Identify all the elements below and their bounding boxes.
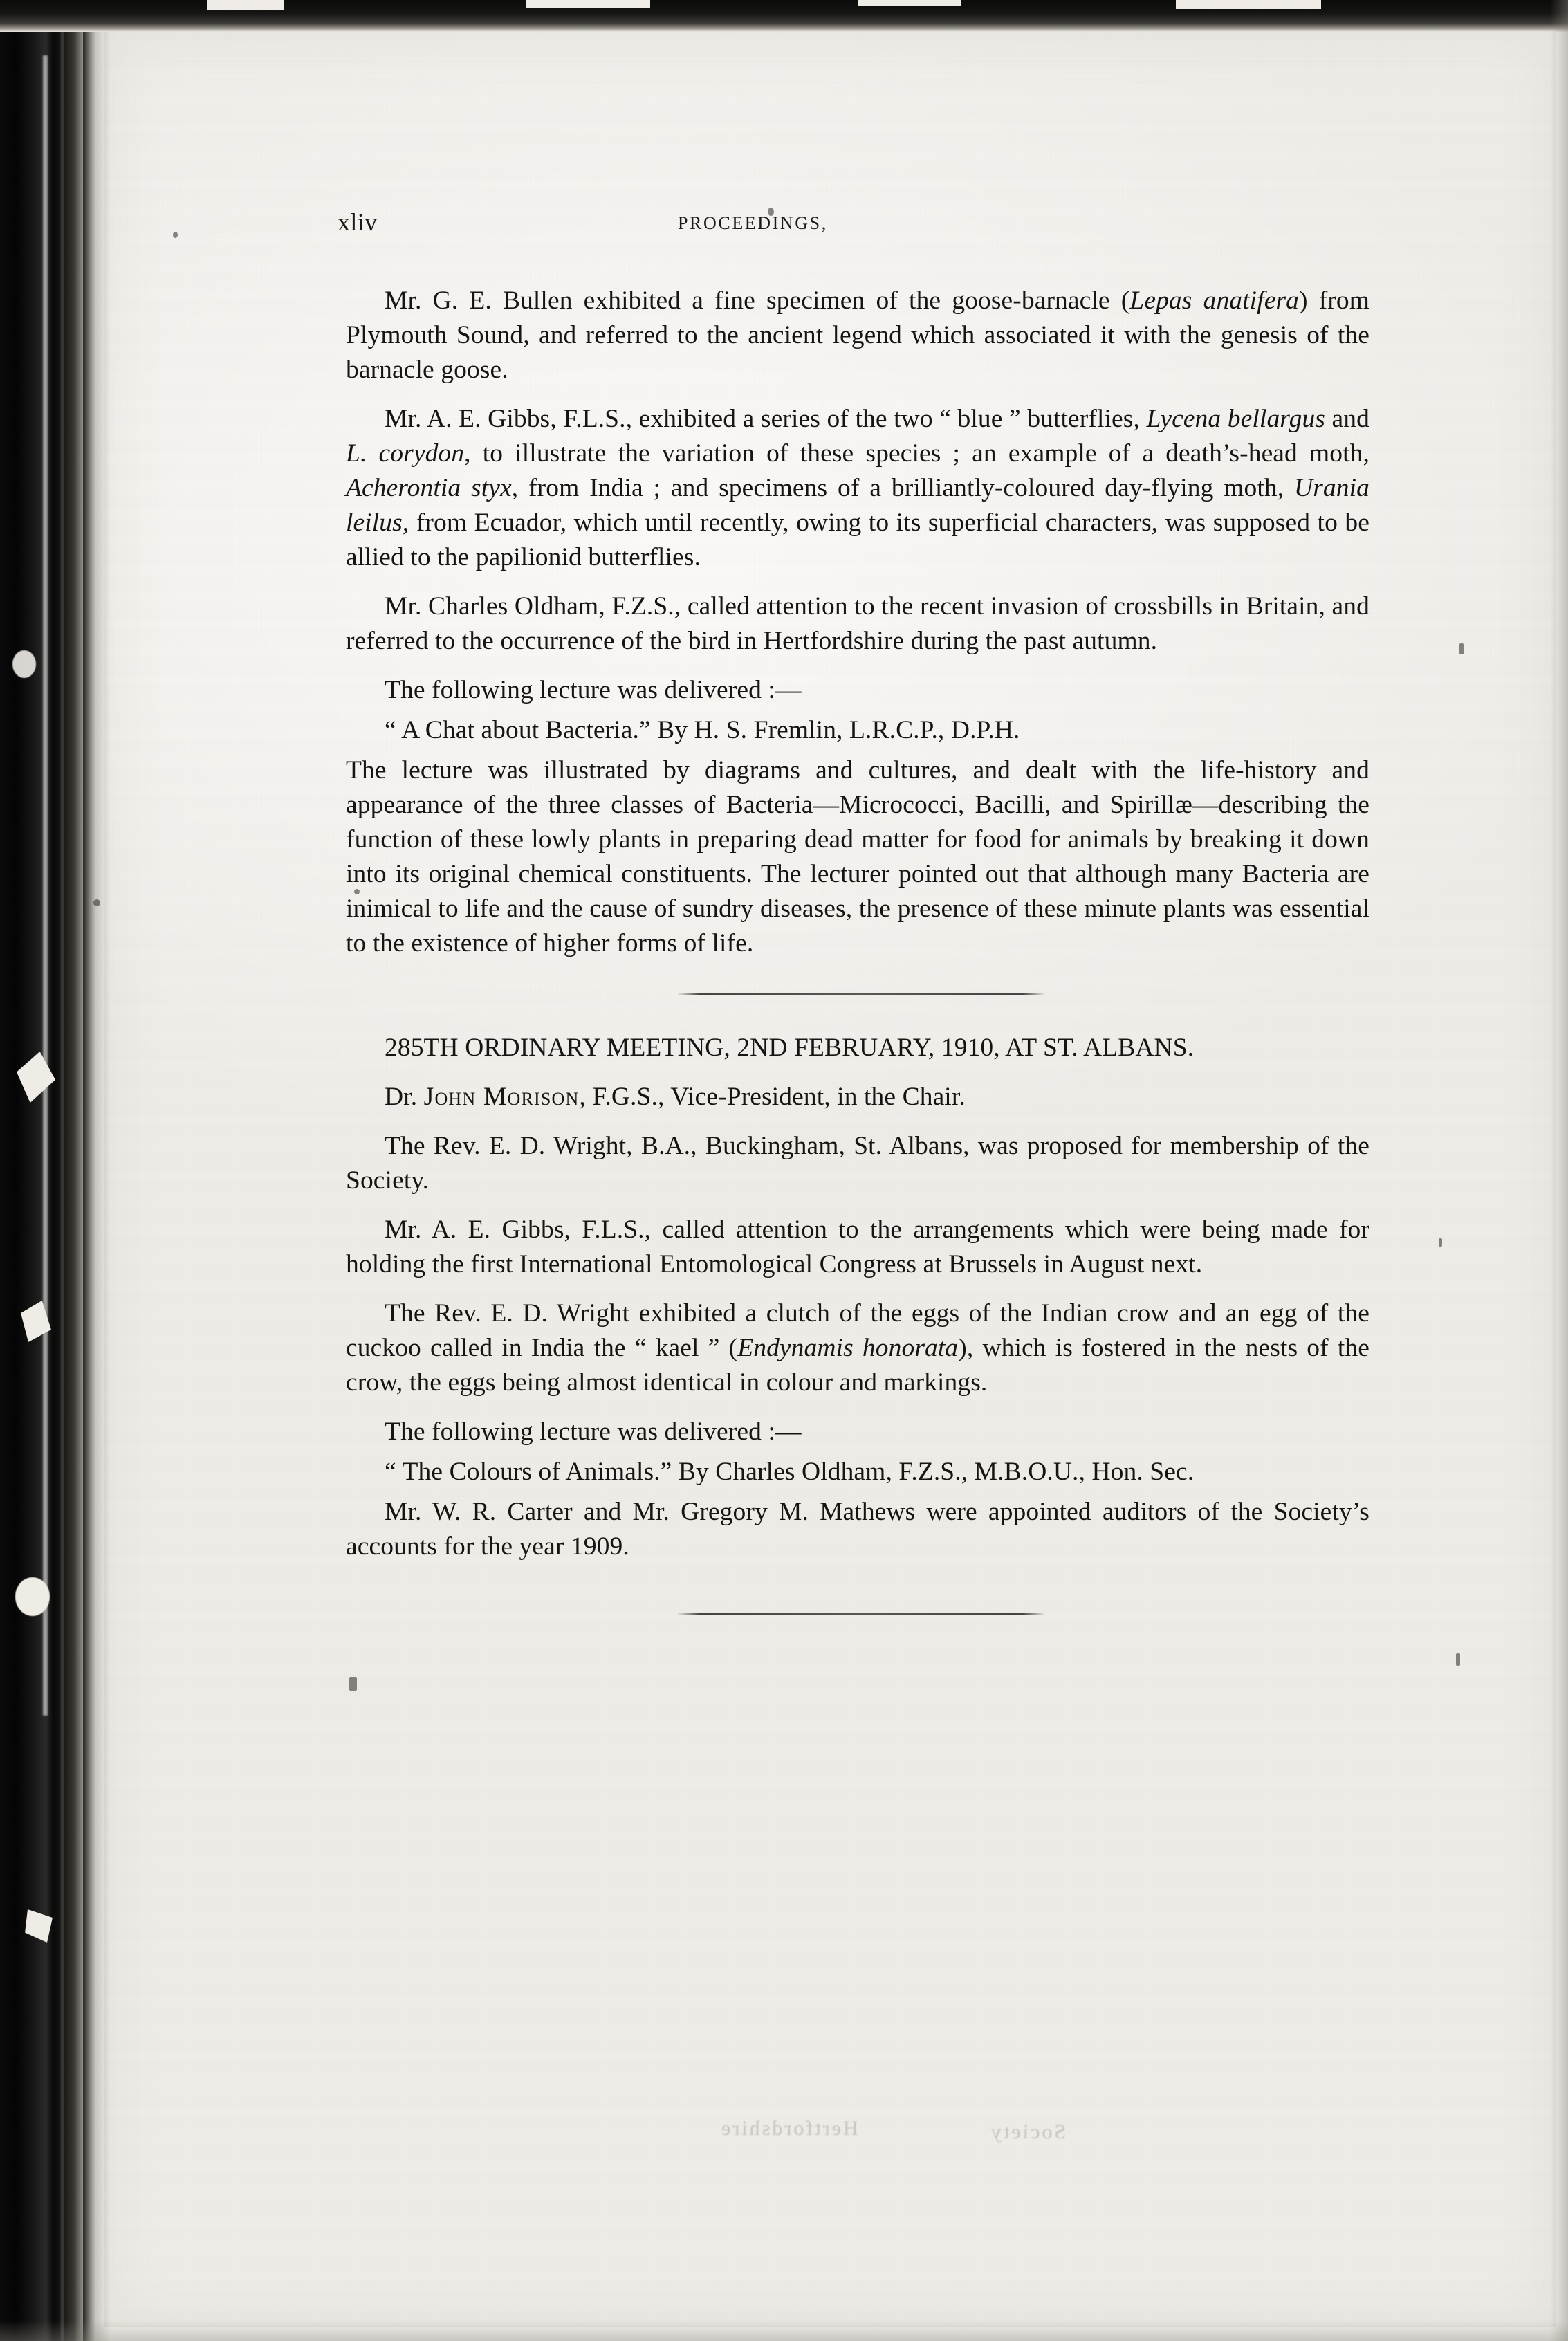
scan-notch <box>207 0 284 10</box>
section-meeting-284-continued <box>346 284 1369 961</box>
paragraph-wright-proposed: The Rev. E. D. Wright, B.A., Buckingham, St. Albans, was proposed for membership of the Society. <box>346 1132 1369 1195</box>
running-head <box>338 208 1369 248</box>
paragraph-auditors: Mr. W. R. Carter and Mr. Gregory M. Mathews were appointed auditors of the Society’s accounts for the year 1909. <box>346 1498 1369 1561</box>
scan-notch <box>858 0 961 6</box>
paragraph-oldham-crossbills: Mr. Charles Oldham, F.Z.S., called attention to the recent invasion of crossbills in Britain, and referred to the occurrence of the bird in Hertfordshire during the past autumn. <box>346 592 1369 655</box>
person-name: John Morison <box>423 1083 580 1111</box>
scan-speck <box>1459 643 1464 654</box>
paragraph-lecture-title-2: “ The Colours of Animals.” By Charles Oldham, F.Z.S., M.B.O.U., Hon. Sec. <box>385 1458 1195 1486</box>
paragraph-chair: Dr. John Morison, F.G.S., Vice-President, in the Chair. <box>385 1083 966 1111</box>
scan-notch <box>1176 0 1321 9</box>
paragraph-wright-eggs: The Rev. E. D. Wright exhibited a clutch of the eggs of the Indian crow and an egg of the cuckoo called in India the “ kael ” (Endynamis honorata), which is fostered in the nests of the crow, the eggs being almost identical in colour and markings. <box>346 1299 1369 1397</box>
bleed-through-text: Hertfordshire <box>719 2117 858 2140</box>
scan-shadow-right <box>1550 0 1568 2341</box>
meeting-heading: 285TH ORDINARY MEETING, 2ND FEBRUARY, 1910, AT ST. ALBANS. <box>385 1034 1195 1062</box>
species-name: Acherontia styx <box>346 474 512 502</box>
paragraph-lecture-intro-1: The following lecture was delivered :— <box>385 676 802 704</box>
page-bottom-rule <box>678 1613 1044 1615</box>
gutter-chip <box>15 1577 50 1616</box>
bleed-through-text: Society <box>989 2120 1066 2143</box>
gutter-chip <box>12 650 36 678</box>
scan-speck <box>1439 1238 1442 1247</box>
page-folio: xliv <box>338 208 378 236</box>
scan-speck <box>349 1677 357 1691</box>
scan-speck <box>173 232 178 238</box>
scan-speck <box>93 899 100 906</box>
text-column <box>338 208 1370 1615</box>
scan-gutter-edge <box>83 0 111 2341</box>
paragraph-gibbs-congress: Mr. A. E. Gibbs, F.L.S., called attention to the arrangements which were being made for holding the first International Entomological Congress at Brussels in August next. <box>346 1215 1369 1278</box>
species-name: Lycena bellargus <box>1146 405 1325 433</box>
scan-notch <box>526 0 650 8</box>
section-divider-rule <box>678 993 1044 995</box>
gutter-streak <box>61 0 64 2341</box>
paragraph-bullen-exhibit: Mr. G. E. Bullen exhibited a fine specimen of the goose-barnacle (Lepas anatifera) from Plymouth Sound, and referred to the ancient legend which associated it with the genesis of the barnacle goose. <box>346 286 1370 384</box>
species-name: Lepas anatifera <box>1129 286 1299 315</box>
gutter-streak <box>43 55 48 1716</box>
paragraph-lecture-intro-2: The following lecture was delivered :— <box>385 1417 802 1446</box>
species-name: L. corydon <box>346 439 465 468</box>
paragraph-lecture-summary-1: The lecture was illustrated by diagrams and cultures, and dealt with the life-history and appearance of the three classes of Bacteria—Micrococci, Bacilli, and Spirillæ—describing the function of these lowly plants in preparing dead matter for food for animals by breaking it down into its original chemical constituents. The lecturer pointed out that although many Bacteria are inimical to life and the cause of sundry diseases, the presence of these minute plants was essential to the existence of higher forms of life. <box>346 756 1369 957</box>
section-meeting-285 <box>346 1031 1369 1564</box>
paragraph-gibbs-butterflies: Mr. A. E. Gibbs, F.L.S., exhibited a series of the two “ blue ” butterflies, Lycena bellargus and L. corydon, to illustrate the variation of these species ; an example of a death’s-head moth, Acherontia styx, from India ; and specimens of a brilliantly-coloured day-flying moth, Urania leilus, from Ecuador, which until recently, owing to its superficial characters, was supposed to be allied to the papilionid butterflies. <box>346 405 1369 571</box>
paragraph-lecture-title-1: “ A Chat about Bacteria.” By H. S. Fremlin, L.R.C.P., D.P.H. <box>385 716 1020 744</box>
running-head-title: PROCEEDINGS, <box>678 213 828 233</box>
species-name: Endynamis honorata <box>737 1334 959 1362</box>
scan-shadow-bottom <box>0 2320 1568 2341</box>
scan-speck <box>1456 1653 1460 1666</box>
species-name: Urania leilus <box>346 474 1369 537</box>
